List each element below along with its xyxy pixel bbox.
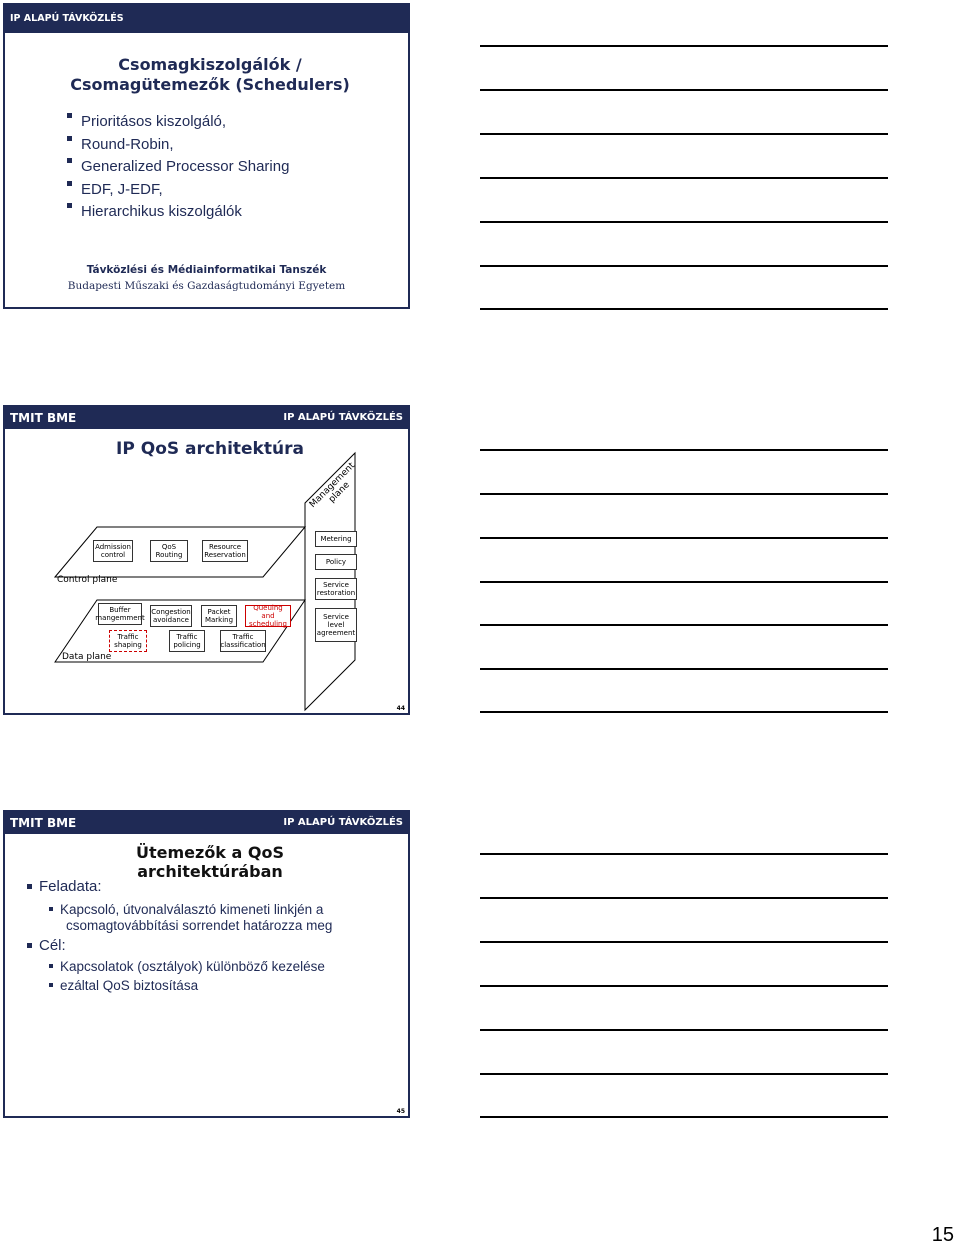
list-item: Hierarchikus kiszolgálók [67, 203, 289, 226]
policy-box: Policy [315, 554, 357, 570]
slide-3-header-right: IP ALAPÚ TÁVKÖZLÉS [283, 817, 403, 828]
list-item: EDF, J-EDF, [67, 181, 289, 204]
note-line [480, 45, 888, 47]
slide-2-header-left: TMIT BME [10, 411, 77, 425]
note-line [480, 711, 888, 713]
traffic-classification-box: Traffic classification [220, 630, 266, 652]
note-line [480, 1073, 888, 1075]
note-line [480, 537, 888, 539]
slide-1-footer-line2: Budapesti Műszaki és Gazdaságtudományi Egyetem [67, 280, 346, 292]
note-line [480, 1116, 888, 1118]
note-line [480, 897, 888, 899]
slide-1-footer-line1: Távközlési és Médiainformatikai Tanszék [86, 264, 327, 276]
note-line [480, 265, 888, 267]
note-line [480, 493, 888, 495]
note-line [480, 1029, 888, 1031]
note-line [480, 449, 888, 451]
cel-item: Cél: [25, 937, 332, 959]
note-line [480, 177, 888, 179]
list-item: Round-Robin, [67, 136, 289, 159]
page-number: 15 [931, 1224, 954, 1246]
traffic-policing-box: Traffic policing [169, 630, 205, 652]
slide-1-header-text: IP ALAPÚ TÁVKÖZLÉS [10, 13, 124, 24]
slide-3-header-left: TMIT BME [10, 816, 77, 830]
list-item: Prioritásos kiszolgáló, [67, 113, 289, 136]
slide-1 [3, 3, 410, 309]
service-level-agreement-box: Service level agreement [315, 608, 357, 642]
slide-2-title: IP QoS architektúra [116, 439, 304, 459]
data-plane-label: Data plane [62, 652, 112, 662]
feladat-sub-item: Kapcsoló, útvonalválasztó kimeneti linkjén a csomagtovábbítási sorrendet határozza meg [25, 902, 332, 934]
feladat-item: Feladata: [25, 878, 332, 900]
note-line [480, 668, 888, 670]
buffer-management-box: Buffer mangemment [98, 603, 142, 625]
queuing-scheduling-box: Queuing and scheduling [245, 605, 291, 627]
resource-reservation-box: Resource Reservation [202, 540, 248, 562]
note-line [480, 985, 888, 987]
control-plane-label: Control plane [57, 575, 118, 585]
slide-3 [3, 810, 410, 1118]
note-line [480, 308, 888, 310]
slide-2-header-right: IP ALAPÚ TÁVKÖZLÉS [283, 412, 403, 423]
note-line [480, 581, 888, 583]
note-line [480, 89, 888, 91]
list-item: Generalized Processor Sharing [67, 158, 289, 181]
slide-1-title: Csomagkiszolgálók / Csomagütemezők (Schedulers) [70, 55, 350, 94]
note-line [480, 941, 888, 943]
slide-3-header [5, 812, 408, 834]
note-line [480, 624, 888, 626]
metering-box: Metering [315, 531, 357, 547]
slide-2-page-number: 44 [396, 705, 405, 712]
admission-control-box: Admission control [93, 540, 133, 562]
service-restoration-box: Service restoration [315, 578, 357, 600]
slide-1-bullet-list [67, 113, 289, 226]
note-line [480, 221, 888, 223]
note-line [480, 853, 888, 855]
cel-sub-item: Kapcsolatok (osztályok) különböző kezelése [25, 959, 332, 978]
management-plane-label: Management plane [307, 460, 357, 510]
slide-1-header [5, 5, 408, 33]
traffic-shaping-box: Traffic shaping [109, 630, 147, 652]
slide-3-body [25, 878, 332, 997]
cel-sub-item: ezáltal QoS biztosítása [25, 978, 332, 997]
note-line [480, 133, 888, 135]
congestion-avoidance-box: Congestion avoidance [150, 605, 192, 627]
packet-marking-box: Packet Marking [201, 605, 237, 627]
slide-2 [3, 405, 410, 715]
qos-routing-box: QoS Routing [150, 540, 188, 562]
slide-3-title: Ütemezők a QoS architektúrában [135, 843, 284, 881]
slide-3-page-number: 45 [396, 1108, 405, 1115]
